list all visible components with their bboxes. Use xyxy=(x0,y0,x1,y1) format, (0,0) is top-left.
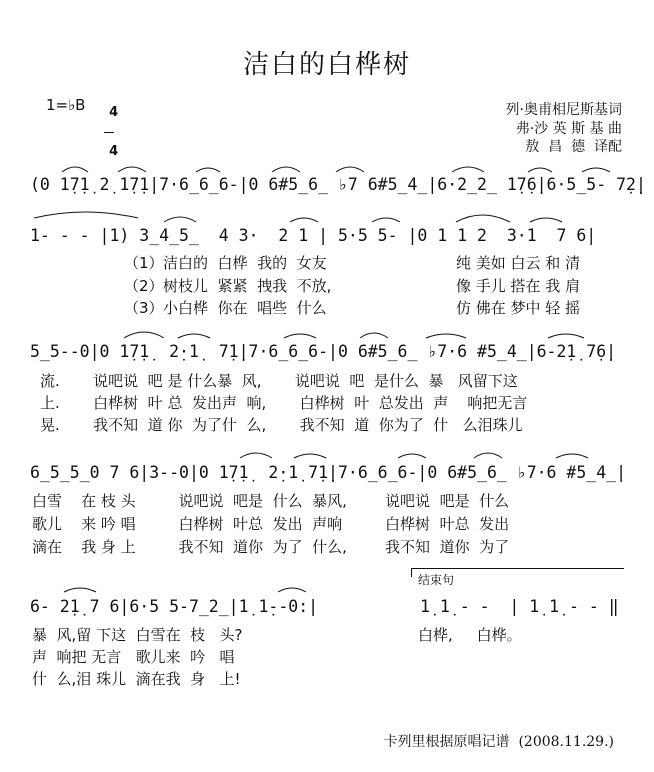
lyric-l2-v1-tail: 纯 美如 白云 和 清 xyxy=(456,254,581,272)
triplet-slur xyxy=(240,453,272,458)
slur xyxy=(64,588,96,592)
lyric-ending: 白桦, 白桦。 xyxy=(418,626,522,644)
verse-num-1: （1） xyxy=(124,254,164,272)
lyric-l2-v1: 洁白的 白桦 我的 女友 xyxy=(163,254,327,272)
slur xyxy=(336,167,364,172)
slur xyxy=(426,334,466,338)
slur xyxy=(582,168,610,172)
slur xyxy=(290,218,318,222)
lyric-l2-v2: 树枝儿 紧紧 拽我 不放, xyxy=(163,277,332,295)
triplet-slur xyxy=(62,167,88,172)
triplet-slur xyxy=(118,167,146,172)
lyric-l5-v3: 什 么,泪 珠儿 滴在我 身 上! xyxy=(32,670,241,688)
lyricist-credit: 列·奥甫相尼斯基词 xyxy=(505,102,622,118)
tie xyxy=(34,212,138,218)
slur xyxy=(278,588,306,592)
score-line-3: 5̲5--0|0 1̣7̣1̣ 2̣·1̣ 7̣1̣|7·6̲6̲6-|0 6#5̲6̲ ♭7·6 #5̲4̲|6-2̣1̣ 7̣6̣| xyxy=(30,342,617,361)
slur xyxy=(398,454,426,458)
lyric-l2-v3: 小白桦 你在 唱些 什么 xyxy=(163,299,327,317)
triplet-slur xyxy=(124,332,164,338)
triplet-slur xyxy=(164,217,196,222)
lyric-l3-v2: 上. 白桦树 叶 总 发出声 响, 白桦树 叶 总发出 声 响把无言 xyxy=(40,394,528,412)
ending-label: 结束句 xyxy=(418,573,455,587)
song-title: 洁白的白桦树 xyxy=(242,50,411,80)
slur xyxy=(178,334,210,338)
triplet-slur xyxy=(474,453,502,458)
verse-num-3: （3） xyxy=(124,299,164,317)
slur xyxy=(372,218,400,222)
verse-num-2: （2） xyxy=(124,277,164,295)
slur xyxy=(284,334,316,338)
translator-credit: 敖 昌 德 译配 xyxy=(525,139,622,155)
slur xyxy=(530,218,562,222)
meter-bottom: 4 xyxy=(109,144,119,159)
score-line-2: 1- - - |1) 3̲4̲5̲ 4 3· 2 1 | 5·5 5- |0 1 1 2 3·1 7 6| xyxy=(30,226,597,245)
triplet-slur xyxy=(456,215,510,222)
score-ending: 1̣ 1̣ - - | 1̣ 1̣ - - ‖ xyxy=(420,597,619,616)
lyric-l2-v3-tail: 仿 佛在 梦中 轻 摇 xyxy=(456,299,581,317)
lyric-l5-v2: 声 响把 无言 歌儿来 吟 唱 xyxy=(32,648,235,666)
lyric-l5-v1: 暴 风,留 下这 白雪在 枝 头? xyxy=(32,626,243,644)
score-line-1: (0 1̣7̣1̣ 2̣ 1̣7̣1̣|7·6̲6̲6-|0 6#5̲6̲ ♭7 6#5̲4̲|6·2̲2̲ 1̣7̣6̣|6·5̲5- 7̣2̣| xyxy=(30,175,646,194)
composer-credit: 弗·沙 英 斯 基 曲 xyxy=(515,121,622,137)
triplet-slur xyxy=(360,333,388,338)
slur xyxy=(556,454,588,458)
slur xyxy=(294,454,326,458)
score-line-4: 6̲5̲5̲0 7 6|3--0|0 1̣7̣1̣ 2̣·1̣ 7̣1̣|7·6̲6̲6-|0 6#5̲6̲ ♭7·6 #5̲4̲| xyxy=(30,463,627,482)
lyric-l3-v3: 晃. 我不知 道 你 为了什 么, 我不知 道 你为了 什 么泪珠儿 xyxy=(40,416,523,434)
lyric-l4-v2: 歌儿 来 吟 唱 白桦树 叶总 发出 声响 白桦树 叶总 发出 xyxy=(32,515,510,533)
slur xyxy=(528,168,552,172)
key-signature: 1=♭B xyxy=(46,96,86,114)
meter-top: 4 xyxy=(109,105,119,120)
lyric-l2-v2-tail: 像 手儿 搭在 我 肩 xyxy=(456,277,581,295)
footer-note: 卡列里根据原唱记谱 (2008.11.29.) xyxy=(383,734,614,750)
lyric-l3-v1: 流. 说吧说 吧 是 什么暴 风, 说吧说 吧 是什么 暴 风留下这 xyxy=(40,372,518,390)
triplet-slur xyxy=(452,167,484,172)
score-line-5: 6- 2̣1̣ 7 6|6·5 5-7̲2̲|1̣ 1̣--0:| xyxy=(30,597,319,616)
slur xyxy=(196,168,220,172)
lyric-l4-v3: 滴在 我 身 上 我不知 道你 为了 什么, 我不知 道你 为了 xyxy=(32,538,510,556)
lyric-l4-v1: 白雪 在 枝 头 说吧说 吧是 什么 暴风, 说吧说 吧是 什么 xyxy=(32,492,510,510)
slur xyxy=(548,334,584,338)
triplet-slur xyxy=(272,167,300,172)
